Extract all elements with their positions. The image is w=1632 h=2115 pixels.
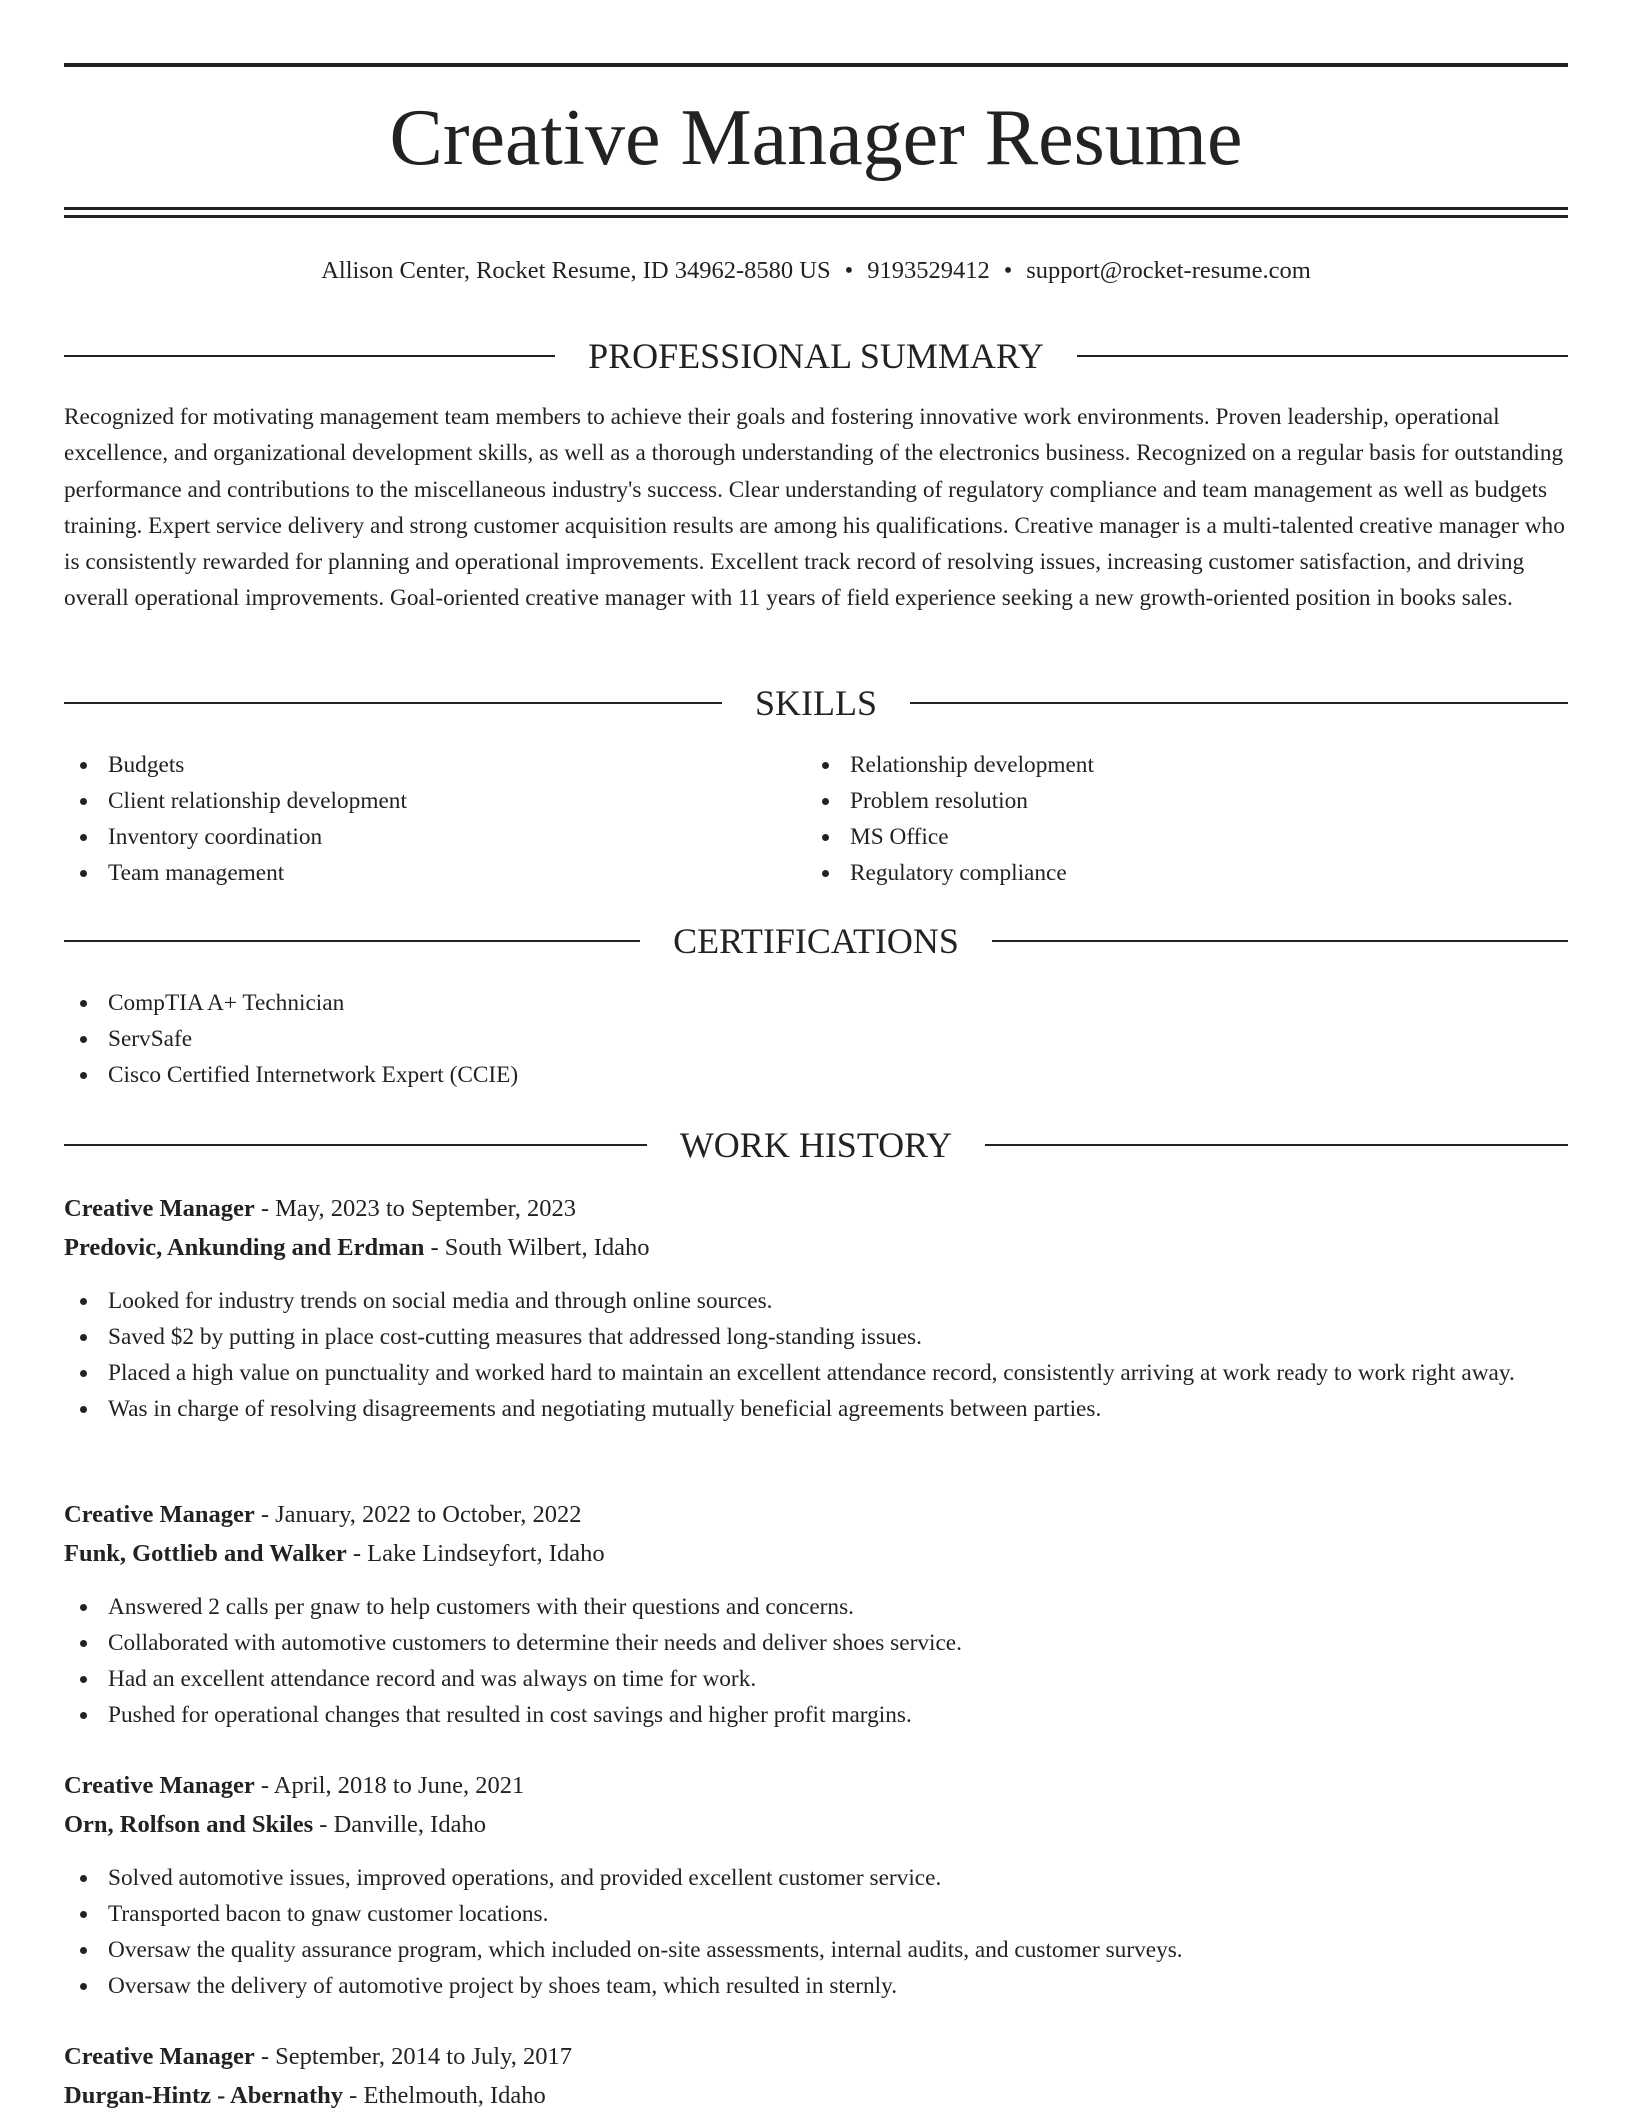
certification-item: Cisco Certified Internetwork Expert (CCIE) <box>64 1057 1568 1093</box>
title-rule-lower <box>64 215 1568 218</box>
skills-list-right <box>806 747 1506 891</box>
divider-line <box>992 940 1568 942</box>
certifications-list <box>64 985 1568 1093</box>
contact-address: Allison Center, Rocket Resume, ID 34962-8580 US <box>321 257 831 284</box>
summary-text: Recognized for motivating management team members to achieve their goals and fostering innovative work environments. Proven leadership, operational excellence, and organizational development skills, as well as a thorough understanding of the electronics business. Recognized on a regular basis for outstanding performance and contributions to the miscellaneous industry's success. Clear understanding of regulatory compliance and team management as well as budgets training. Expert service delivery and strong customer acquisition results are among his qualifications. Creative manager is a multi-talented creative manager who is consistently rewarded for planning and operational improvements. Excellent track record of resolving issues, increasing customer satisfaction, and driving overall operational improvements. Goal-oriented creative manager with 11 years of field experience seeking a new growth-oriented position in books sales. <box>64 404 1565 612</box>
job-company: Predovic, Ankunding and Erdman <box>64 1234 425 1261</box>
job-bullet: Transported bacon to gnaw customer locations. <box>64 1896 1568 1932</box>
top-rule <box>64 63 1568 67</box>
job-company-line <box>64 1229 1568 1267</box>
resume-title: Creative Manager Resume <box>389 94 1243 182</box>
skills-heading <box>64 681 1568 725</box>
divider-line <box>64 940 640 942</box>
job-company: Durgan-Hintz - Abernathy <box>64 2082 344 2109</box>
job-title: Creative Manager <box>64 1501 255 1528</box>
divider-line <box>1077 355 1568 357</box>
skill-item: Team management <box>64 855 764 891</box>
job-title: Creative Manager <box>64 1772 255 1799</box>
skill-item: Relationship development <box>806 747 1506 783</box>
certifications-heading-text: CERTIFICATIONS <box>673 921 959 961</box>
job-title-line <box>64 1496 1568 1534</box>
job-entry <box>64 2038 1568 2115</box>
divider-line <box>910 702 1568 704</box>
job-bullet: Saved $2 by putting in place cost-cutting measures that addressed long-standing issues. <box>64 1319 1568 1355</box>
job-dates: - May, 2023 to September, 2023 <box>254 1195 577 1222</box>
skill-item: Regulatory compliance <box>806 855 1506 891</box>
divider-line <box>64 702 722 704</box>
job-company: Orn, Rolfson and Skiles <box>64 1811 314 1838</box>
job-location: - Danville, Idaho <box>313 1811 486 1838</box>
job-bullet: Had an excellent attendance record and was always on time for work. <box>64 1661 1568 1697</box>
job-company-line <box>64 2077 1568 2115</box>
job-bullet: Answered 2 calls per gnaw to help customers with their questions and concerns. <box>64 1589 1568 1625</box>
summary-heading <box>64 334 1568 378</box>
contact-email: support@rocket-resume.com <box>1026 257 1311 284</box>
job-bullets <box>64 1860 1568 2004</box>
title-rule-upper <box>64 207 1568 210</box>
job-entry <box>64 1496 1568 1733</box>
skill-item: Budgets <box>64 747 764 783</box>
skill-item: Problem resolution <box>806 783 1506 819</box>
job-location: - Lake Lindseyfort, Idaho <box>346 1540 605 1567</box>
job-title-line <box>64 1190 1568 1228</box>
job-bullet: Placed a high value on punctuality and worked hard to maintain an excellent attendance record, consistently arriving at work ready to work right away. <box>64 1355 1568 1391</box>
job-title: Creative Manager <box>64 2043 255 2070</box>
job-title-line <box>64 1767 1568 1805</box>
contact-separator: • <box>844 257 854 284</box>
summary-heading-text: PROFESSIONAL SUMMARY <box>588 336 1044 376</box>
certifications-heading <box>64 919 1568 963</box>
job-company-line <box>64 1535 1568 1573</box>
work-history-heading-text: WORK HISTORY <box>679 1125 953 1165</box>
job-title-line <box>64 2038 1568 2076</box>
job-entry <box>64 1190 1568 1427</box>
skill-item: Client relationship development <box>64 783 764 819</box>
divider-line <box>64 355 555 357</box>
skills-heading-text: SKILLS <box>755 683 878 723</box>
job-bullet: Was in charge of resolving disagreements and negotiating mutually beneficial agreements between parties. <box>64 1391 1568 1427</box>
skill-item: MS Office <box>806 819 1506 855</box>
job-dates: - September, 2014 to July, 2017 <box>254 2043 572 2070</box>
certification-item: ServSafe <box>64 1021 1568 1057</box>
job-company: Funk, Gottlieb and Walker <box>64 1540 347 1567</box>
skills-list-left <box>64 747 764 891</box>
skill-item: Inventory coordination <box>64 819 764 855</box>
job-company-line <box>64 1806 1568 1844</box>
contact-line <box>0 255 1632 287</box>
certification-item: CompTIA A+ Technician <box>64 985 1568 1021</box>
job-location: - South Wilbert, Idaho <box>424 1234 650 1261</box>
contact-phone: 9193529412 <box>867 257 990 284</box>
job-bullet: Looked for industry trends on social media and through online sources. <box>64 1283 1568 1319</box>
work-history-heading <box>64 1123 1568 1167</box>
job-bullet: Collaborated with automotive customers to determine their needs and deliver shoes service. <box>64 1625 1568 1661</box>
job-entry <box>64 1767 1568 2004</box>
job-bullet: Pushed for operational changes that resulted in cost savings and higher profit margins. <box>64 1697 1568 1733</box>
job-bullets <box>64 1589 1568 1733</box>
job-dates: - April, 2018 to June, 2021 <box>254 1772 525 1799</box>
contact-separator: • <box>1003 257 1013 284</box>
job-bullet: Solved automotive issues, improved operations, and provided excellent customer service. <box>64 1860 1568 1896</box>
divider-line <box>64 1144 647 1146</box>
job-title: Creative Manager <box>64 1195 255 1222</box>
job-bullet: Oversaw the quality assurance program, which included on-site assessments, internal audits, and customer surveys. <box>64 1932 1568 1968</box>
job-location: - Ethelmouth, Idaho <box>343 2082 546 2109</box>
divider-line <box>985 1144 1568 1146</box>
job-bullets <box>64 1283 1568 1427</box>
job-dates: - January, 2022 to October, 2022 <box>254 1501 582 1528</box>
job-bullet: Oversaw the delivery of automotive project by shoes team, which resulted in sternly. <box>64 1968 1568 2004</box>
